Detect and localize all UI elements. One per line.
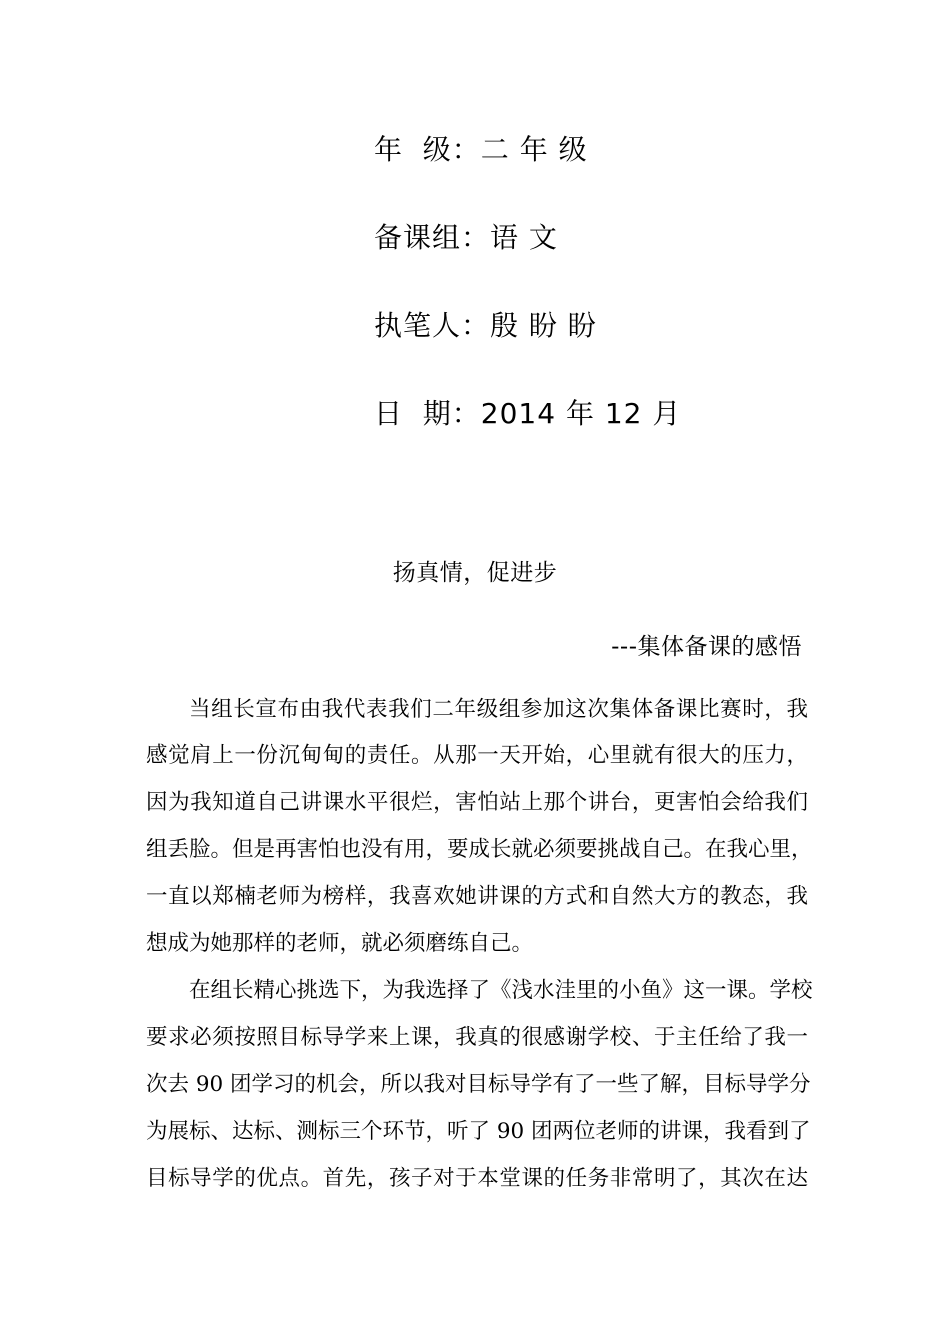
paragraph-line: 组丢脸。但是再害怕也没有用，要成长就必须要挑战自己。在我心里， <box>146 837 813 862</box>
lesson-group-line: 备课组：语 文 <box>374 221 558 254</box>
date-line: 日 期：2014 年 12 月 <box>374 397 682 430</box>
article-title: 扬真情，促进步 <box>392 560 558 586</box>
article-subtitle: ---集体备课的感悟 <box>611 634 802 660</box>
paragraph-line: 次去 90 团学习的机会，所以我对目标导学有了一些了解，目标导学分 <box>146 1072 811 1097</box>
grade-line: 年 级：二 年 级 <box>374 133 588 166</box>
paragraph-line: 当组长宣布由我代表我们二年级组参加这次集体备课比赛时，我 <box>189 697 808 722</box>
paragraph-line: 想成为她那样的老师，就必须磨练自己。 <box>146 931 534 956</box>
paragraph-line: 感觉肩上一份沉甸甸的责任。从那一天开始，心里就有很大的压力， <box>146 743 808 768</box>
author-line: 执笔人：殷 盼 盼 <box>374 309 597 342</box>
paragraph-line: 要求必须按照目标导学来上课，我真的很感谢学校、于主任给了我一 <box>146 1025 808 1050</box>
paragraph-line: 目标导学的优点。首先，孩子对于本堂课的任务非常明了，其次在达 <box>146 1166 808 1191</box>
paragraph-line: 一直以郑楠老师为榜样，我喜欢她讲课的方式和自然大方的教态，我 <box>146 884 808 909</box>
paragraph-line: 为展标、达标、测标三个环节，听了 90 团两位老师的讲课，我看到了 <box>146 1119 811 1144</box>
paragraph-line: 因为我知道自己讲课水平很烂，害怕站上那个讲台，更害怕会给我们 <box>146 790 808 815</box>
paragraph-line: 在组长精心挑选下，为我选择了《浅水洼里的小鱼》这一课。学校 <box>189 978 813 1003</box>
